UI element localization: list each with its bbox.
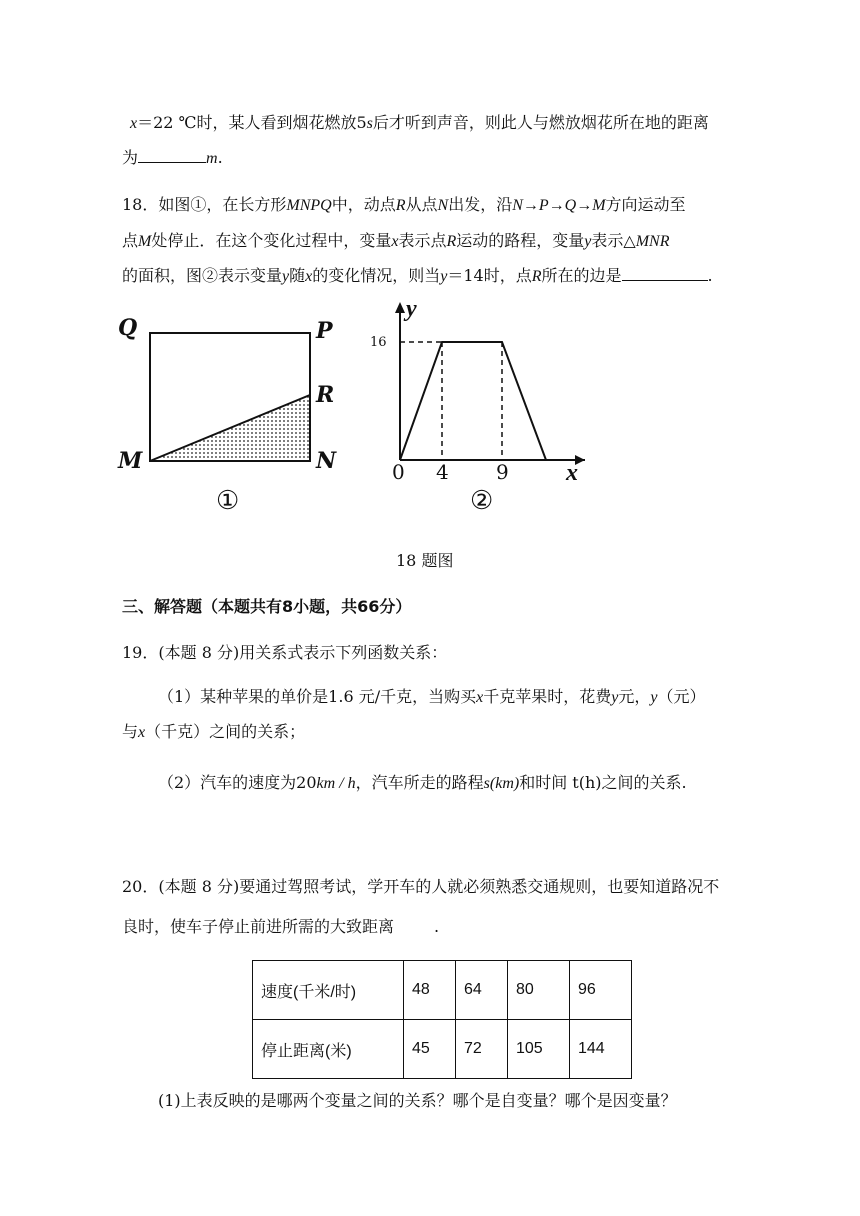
shaded-triangle-mnr xyxy=(150,395,310,461)
graph-origin-label: 0 xyxy=(392,460,405,484)
graph-y-label: y xyxy=(406,296,417,322)
graph-16-label: 16 xyxy=(370,335,387,350)
q19-part1-line2: 与x（千克）之间的关系； xyxy=(122,722,306,741)
label-r: R xyxy=(316,382,335,408)
table-cell: 80 xyxy=(508,961,570,1020)
graph-tick-9: 9 xyxy=(496,460,509,484)
label-q: Q xyxy=(118,315,138,341)
table-cell: 72 xyxy=(456,1020,508,1079)
table-cell: 45 xyxy=(404,1020,456,1079)
table-cell: 144 xyxy=(570,1020,632,1079)
speed-distance-table xyxy=(252,960,632,1079)
table-cell: 105 xyxy=(508,1020,570,1079)
q20-intro-line1: 20．(本题 8 分)要通过驾照考试，学开车的人就必须熟悉交通规则，也要知道路况不 xyxy=(122,877,720,896)
y-axis-arrow xyxy=(395,302,405,313)
table-cell: 停止距离(米) xyxy=(253,1020,404,1079)
table-cell: 96 xyxy=(570,961,632,1020)
q17-line2: 为 m. xyxy=(122,148,223,167)
figure-graph xyxy=(380,298,590,470)
q19-part1-line1: （1）某种苹果的单价是1.6 元/千克，当购买x千克苹果时，花费y元，y（元） xyxy=(158,687,706,706)
q18-line2: 点M处停止．在这个变化过程中，变量x表示点R运动的路程，变量y表示△MNR xyxy=(122,231,670,250)
q18-line1: 18．如图①，在长方形MNPQ中，动点R从点N出发，沿N→P→Q→M方向运动至 xyxy=(122,195,686,214)
section-heading: 三、解答题（本题共有8小题，共66分） xyxy=(122,597,412,616)
q19-intro: 19．(本题 8 分)用关系式表示下列函数关系： xyxy=(122,643,448,662)
q20-sub1: (1)上表反映的是哪两个变量之间的关系？哪个是自变量？哪个是因变量？ xyxy=(158,1091,677,1110)
figure1-caption: ① xyxy=(216,486,240,516)
table-cell: 速度(千米/时) xyxy=(253,961,404,1020)
q18-line3: 的面积，图②表示变量y随x的变化情况，则当y＝14时，点R所在的边是 . xyxy=(122,266,713,285)
label-m: M xyxy=(118,448,143,474)
figure2-caption: ② xyxy=(470,486,494,516)
label-p: P xyxy=(316,318,333,344)
graph-tick-4: 4 xyxy=(436,460,449,484)
answer-blank[interactable] xyxy=(622,266,708,281)
graph-x-label: x xyxy=(566,460,578,486)
figure-caption: 18 题图 xyxy=(396,551,454,570)
table-row xyxy=(253,1020,632,1079)
label-n: N xyxy=(316,448,337,474)
trapezoid-graph-line xyxy=(400,342,546,460)
table-row xyxy=(253,961,632,1020)
q17-line1: x＝22 ℃时，某人看到烟花燃放5s后才听到声音，则此人与燃放烟花所在地的距离 xyxy=(130,113,709,132)
q20-intro-line2: 良时，使车子停止前进所需的大致距离 . xyxy=(122,917,440,936)
q19-part2: （2）汽车的速度为20km / h，汽车所走的路程s(km)和时间 t(h)之间的关系. xyxy=(158,773,687,792)
table-cell: 64 xyxy=(456,961,508,1020)
answer-blank[interactable] xyxy=(138,148,206,163)
table-cell: 48 xyxy=(404,961,456,1020)
